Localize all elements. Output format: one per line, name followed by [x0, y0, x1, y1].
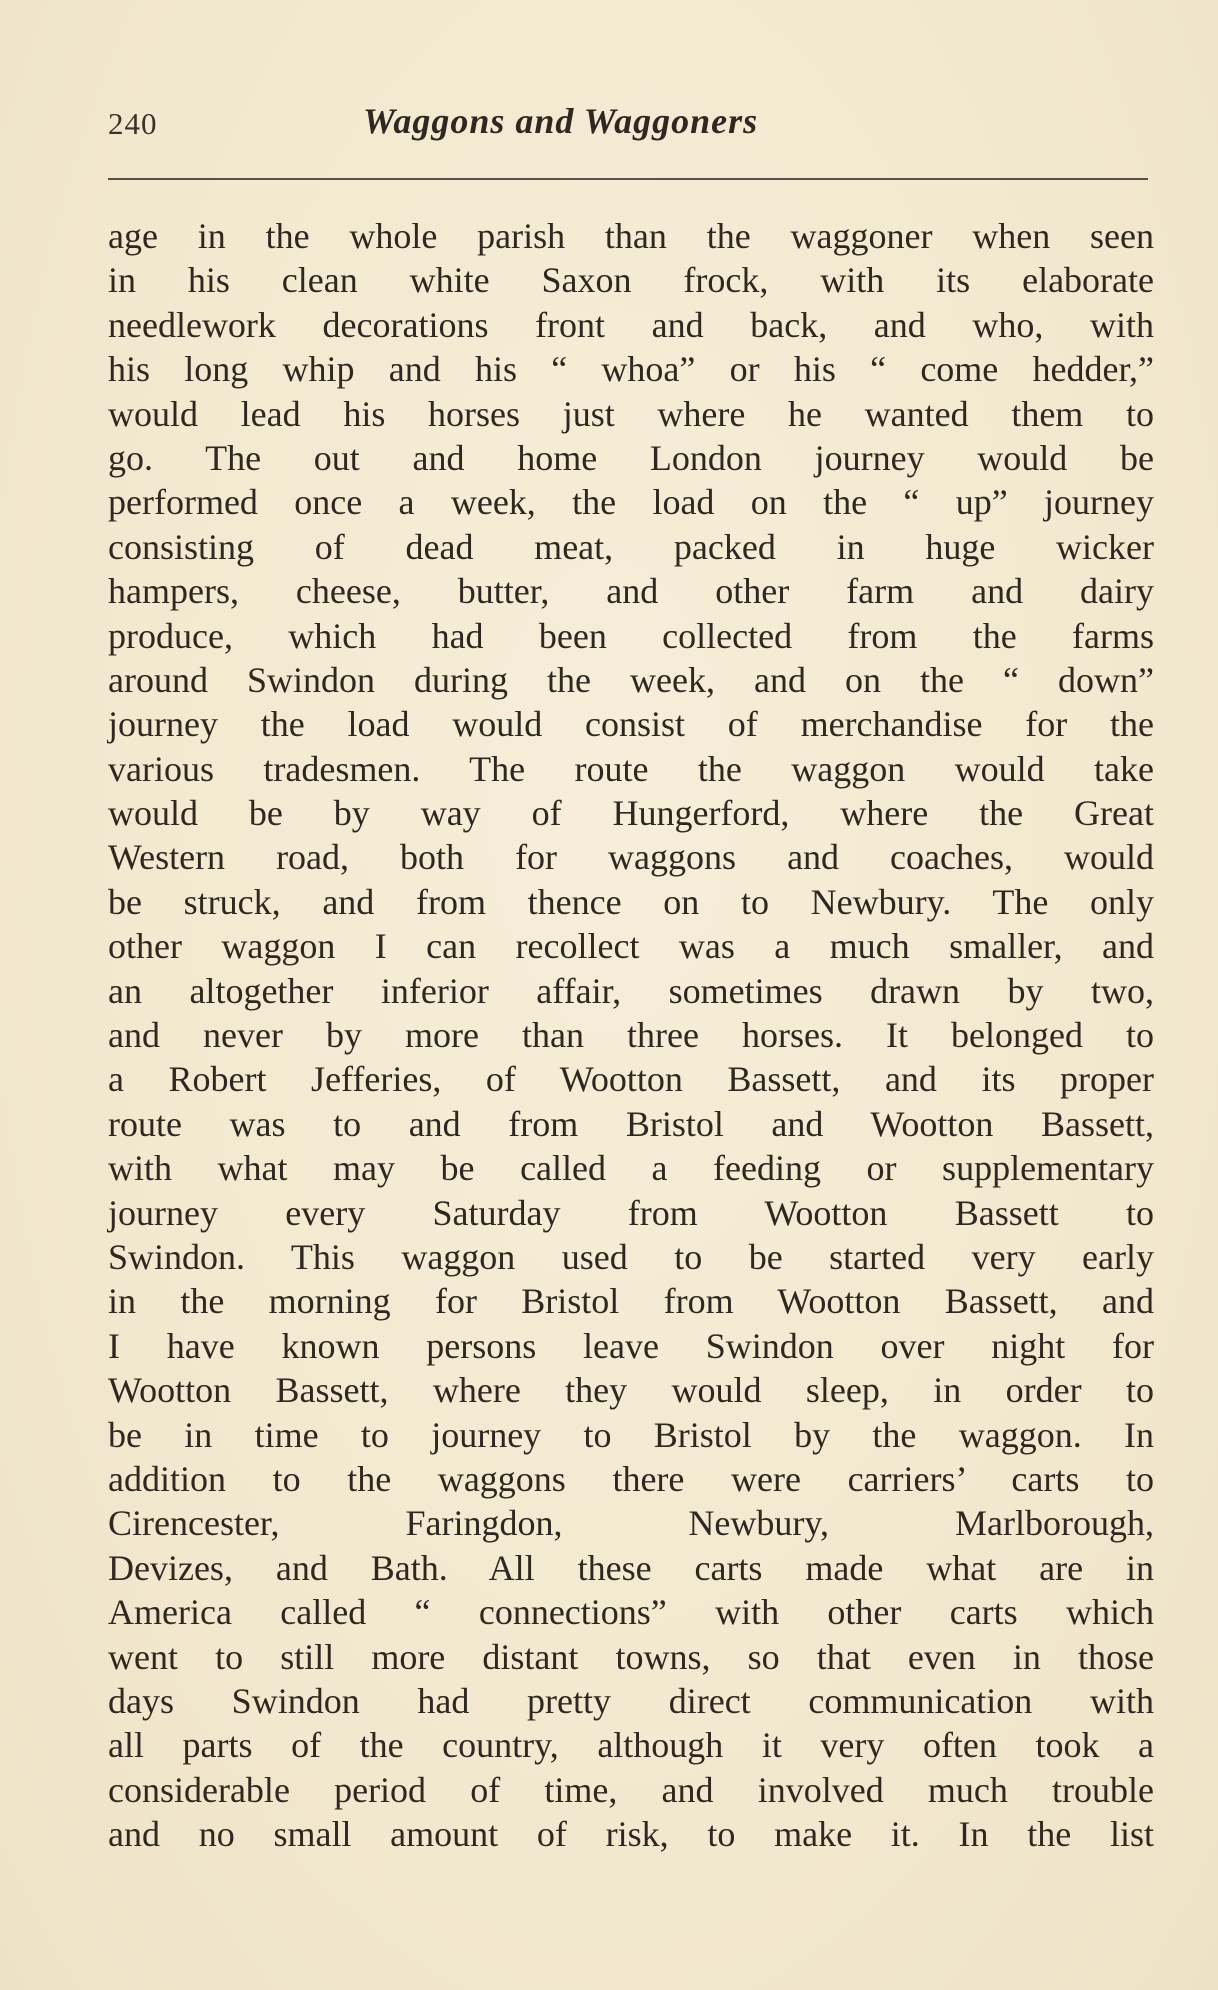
text-line: be in time to journey to Bristol by the waggon. In	[108, 1414, 1154, 1455]
text-line: and never by more than three horses. It belonged to	[108, 1015, 1154, 1056]
text-line: various tradesmen. The route the waggon would take	[108, 748, 1154, 789]
text-line: in his clean white Saxon frock, with its elaborate	[108, 260, 1154, 301]
text-line: with what may be called a feeding or supplementary	[108, 1148, 1154, 1189]
text-line: his long whip and his “ whoa” or his “ come hedder,”	[108, 349, 1154, 390]
text-line: journey every Saturday from Wootton Bassett to	[108, 1192, 1154, 1233]
text-line: Swindon. This waggon used to be started very early	[108, 1236, 1154, 1277]
text-line: a Robert Jefferies, of Wootton Bassett, and its proper	[108, 1059, 1154, 1100]
text-line: go. The out and home London journey would be	[108, 437, 1154, 478]
text-line: consisting of dead meat, packed in huge wicker	[108, 526, 1154, 567]
text-line: Devizes, and Bath. All these carts made what are in	[108, 1547, 1154, 1588]
text-line: Western road, both for waggons and coaches, would	[108, 837, 1154, 878]
text-line: days Swindon had pretty direct communication with	[108, 1680, 1154, 1721]
page-number: 240	[108, 106, 158, 141]
text-line: Wootton Bassett, where they would sleep, in order to	[108, 1370, 1154, 1411]
text-line: age in the whole parish than the waggoner when seen	[108, 216, 1154, 256]
text-line: I have known persons leave Swindon over night for	[108, 1325, 1154, 1366]
header-rule	[108, 178, 1148, 180]
text-line: performed once a week, the load on the “ up” journey	[108, 482, 1154, 523]
page-header	[108, 100, 1154, 148]
text-line: considerable period of time, and involved much trouble	[108, 1769, 1154, 1810]
text-line: around Swindon during the week, and on the “ down”	[108, 659, 1154, 700]
text-line: all parts of the country, although it very often took a	[108, 1725, 1154, 1766]
body-text	[108, 214, 1154, 1856]
text-line: America called “ connections” with other carts which	[108, 1592, 1154, 1633]
text-line: route was to and from Bristol and Wootton Bassett,	[108, 1103, 1154, 1144]
text-line: addition to the waggons there were carriers’ carts to	[108, 1458, 1154, 1499]
text-line: needlework decorations front and back, and who, with	[108, 304, 1154, 345]
running-title: Waggons and Waggoners	[363, 101, 759, 141]
text-line: hampers, cheese, butter, and other farm and dairy	[108, 571, 1154, 612]
text-line: be struck, and from thence on to Newbury. The only	[108, 881, 1154, 922]
text-line: would lead his horses just where he wanted them to	[108, 393, 1154, 434]
text-line: journey the load would consist of merchandise for the	[108, 704, 1154, 745]
text-line: went to still more distant towns, so that even in those	[108, 1636, 1154, 1677]
text-line: other waggon I can recollect was a much smaller, and	[108, 926, 1154, 967]
text-line: and no small amount of risk, to make it. In the list	[108, 1814, 1154, 1855]
text-line: Cirencester, Faringdon, Newbury, Marlborough,	[108, 1503, 1154, 1544]
text-line: would be by way of Hungerford, where the Great	[108, 793, 1154, 834]
text-line: produce, which had been collected from the farms	[108, 615, 1154, 656]
text-line: in the morning for Bristol from Wootton Bassett, and	[108, 1281, 1154, 1322]
text-line: an altogether inferior affair, sometimes drawn by two,	[108, 970, 1154, 1011]
